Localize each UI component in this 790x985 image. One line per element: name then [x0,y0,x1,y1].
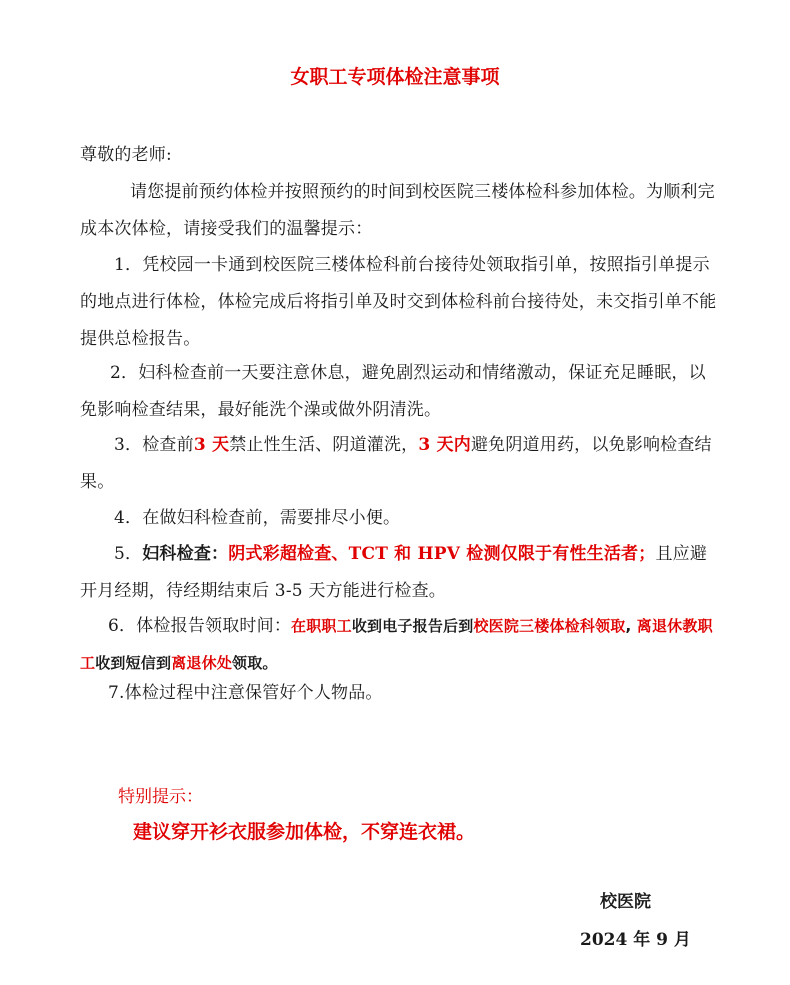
item-1: 1．凭校园一卡通到校医院三楼体检科前台接待处领取指引单，按照指引单提示的地点进行体检，体检完成后将指引单及时交到体检科前台接待处，未交指引单不能提供总检报告。 [80,255,717,349]
greeting: 尊敬的老师: [80,145,172,165]
item-5-number: 5． [114,544,143,564]
page-title: 女职工专项体检注意事项 [290,66,500,88]
item-6-text-i: 领取。 [232,654,278,672]
special-notice-label: 特别提示： [118,787,203,807]
item-6-retirement-office: 离退休处 [171,654,233,672]
item-2: 2．妇科检查前一天要注意休息，避免剧烈运动和情绪激动，保证充足睡眠，以免影响检查结果，最好能洗个澡或做外阴清洗。 [80,363,706,420]
item-4: 4．在做妇科检查前，需要排尽小便。 [114,508,401,528]
item-6-pickup-location: 校医院三楼体检科领取 [473,617,626,635]
item-3-text-c: 禁止性生活、阴道灌洗， [229,435,419,455]
item-5-text: 且应避开月经期，待经期结束后 3-5 天方能进行检查。 [80,544,708,601]
item-3-highlight-3-days: 3 天 [193,435,230,455]
item-7: 7.体检过程中注意保管好个人物品。 [108,683,383,703]
item-6-retired-staff: 离退休教职工 [80,617,713,672]
item-6-in-service-staff: 在职职工 [291,617,352,635]
item-6-label: 6．体检报告领取时间： [108,616,292,636]
item-3 [80,427,722,501]
special-notice-advice: 建议穿开衫衣服参加体检，不穿连衣裙。 [133,821,476,843]
item-3-highlight-3-days-within: 3 天内 [418,435,471,455]
item-5 [80,536,722,610]
item-6-text-g: 收到短信到 [95,654,172,672]
item-6 [80,608,722,682]
intro-paragraph: 请您提前预约体检并按照预约的时间到校医院三楼体检科参加体检。为顺利完成本次体检，请接受我们的温馨提示： [80,182,715,239]
item-3-text-a: 3．检查前 [114,435,194,455]
item-5-label: 妇科检查： [142,544,229,564]
item-3-text-e: 避免阴道用药，以免影响检查结果。 [80,435,712,492]
item-6-separator: , [625,617,637,635]
item-6-text-c: 收到电子报告后到 [351,617,474,635]
item-5-highlight: 阴式彩超检查、TCT 和 HPV 检测仅限于有性生活者； [228,544,656,564]
signature: 校医院 [600,892,651,912]
date: 2024 年 9 月 [580,930,691,950]
